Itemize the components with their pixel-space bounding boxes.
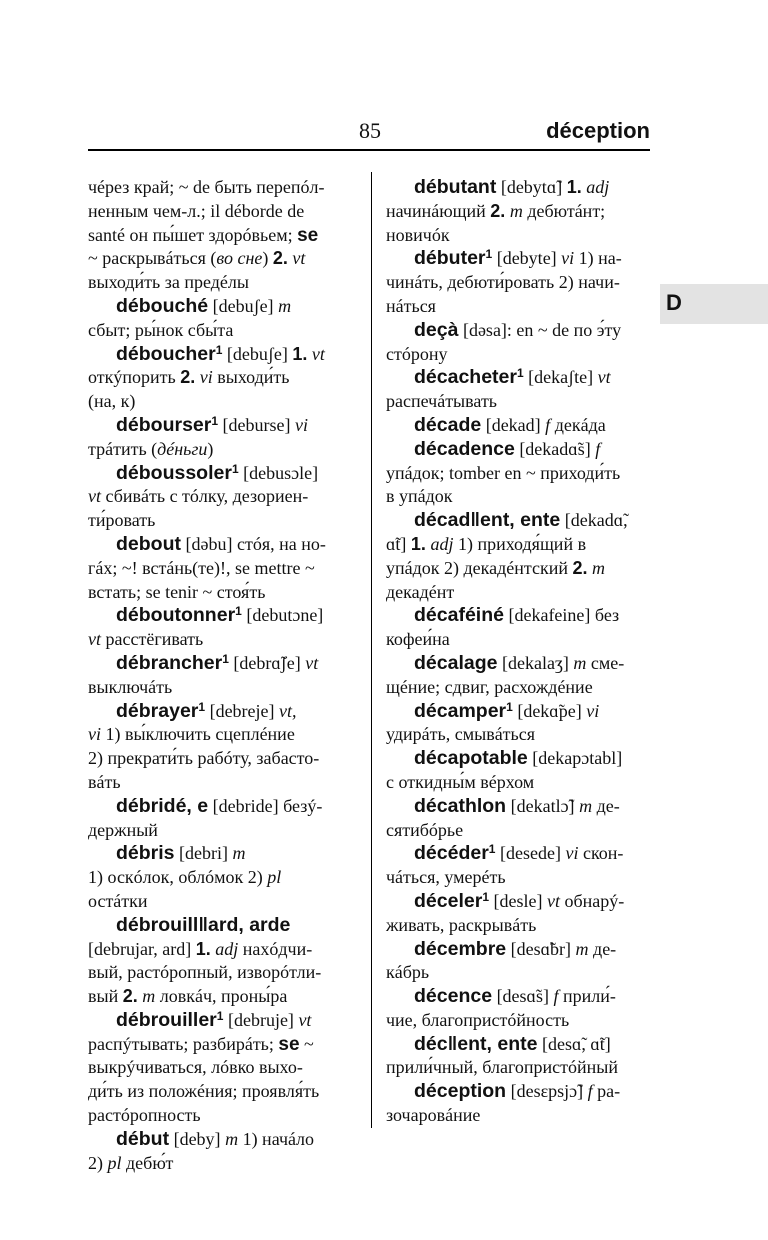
homonym-index: 1	[231, 461, 239, 476]
entry-text: [deburse]	[218, 414, 296, 435]
entry-text: сме-	[586, 652, 625, 673]
grammar-label: vi	[565, 843, 579, 864]
homonym-index: 1	[222, 651, 229, 666]
headword: débourser$^1$	[116, 413, 219, 436]
headword: débris	[116, 842, 175, 865]
entry-text: с откидны́м вéрхом	[386, 771, 535, 792]
entry-text: santé он пы́шет здорóвьем;	[88, 224, 298, 245]
grammar-label: f	[595, 438, 601, 459]
entry-line	[88, 723, 364, 747]
entry-text: [desede]	[495, 843, 566, 864]
headword: décapotable	[414, 747, 528, 770]
entry-line	[88, 771, 364, 795]
entry-text: [dekadɑ̃,	[560, 510, 628, 531]
entry-line	[386, 224, 650, 248]
entry-text: живать, раскрывáть	[386, 914, 537, 935]
headword: débridé, e	[116, 794, 209, 817]
entry-start-line	[386, 438, 650, 462]
entry-text: [debuʃe]	[208, 295, 279, 316]
entry-start-line	[88, 842, 364, 866]
sense-number: 1.	[292, 343, 308, 364]
sub-headword: se	[278, 1033, 300, 1055]
entry-line	[386, 1104, 650, 1128]
headword: débouché	[116, 294, 209, 317]
entry-text: держный	[88, 819, 158, 840]
grammar-label: vi	[199, 367, 213, 388]
entry-start-line	[386, 652, 650, 676]
entry-text: выкрýчиваться, лóвко выхо-	[88, 1057, 303, 1078]
grammar-label: vt	[88, 629, 101, 650]
entry-text: де-	[592, 795, 620, 816]
entry-line	[88, 890, 364, 914]
grammar-label: f	[545, 414, 551, 435]
entry-line	[88, 224, 364, 248]
grammar-label: vt	[546, 890, 560, 911]
entry-text: ненным чем-л.; il déborde de	[88, 200, 305, 221]
entry-text: [debrɑ̃ʃe]	[228, 652, 306, 673]
entry-text: декадéнт	[386, 581, 455, 602]
entry-text: выходи́ть за предéлы	[88, 272, 249, 293]
grammar-label: vt	[311, 343, 325, 364]
entry-line	[386, 533, 650, 557]
entry-line	[88, 1056, 364, 1080]
entry-text: чинáть, дебюти́ровать 2) начи-	[386, 272, 620, 293]
entry-start-line	[88, 533, 364, 557]
entry-text: выходи́ть	[212, 367, 290, 388]
headword: décaféiné	[414, 604, 504, 627]
headword: deçà	[414, 318, 459, 341]
headword: décembre	[414, 937, 507, 960]
headword: déception	[414, 1080, 507, 1103]
entry-text: [desle]	[489, 890, 547, 911]
entry-text: (на, к)	[88, 391, 136, 412]
grammar-label: дéньги	[157, 438, 208, 459]
entry-text: чие, благопристóйность	[386, 1009, 570, 1030]
entry-text: [desɑ̃s]	[492, 986, 554, 1007]
entry-start-line	[386, 414, 650, 438]
entry-line	[386, 723, 650, 747]
entry-start-line	[386, 938, 650, 962]
entry-line	[88, 176, 364, 200]
headword: déc‖ent, ente	[414, 1032, 538, 1055]
right-column	[386, 176, 650, 1128]
entry-line	[88, 485, 364, 509]
grammar-label: vt,	[279, 700, 297, 721]
entry-text: [dəsa]: en ~ de по э́ту	[458, 319, 622, 340]
entry-text: 1) на-	[574, 248, 622, 269]
grammar-label: f	[553, 986, 559, 1007]
grammar-label: m	[225, 1128, 239, 1149]
entry-text: трáтить (	[88, 438, 158, 459]
headword: décacheter$^1$	[414, 366, 524, 389]
running-head: déception	[546, 118, 650, 143]
headword: décamper$^1$	[414, 699, 513, 722]
entry-text: [debuʃe]	[222, 343, 293, 364]
grammar-label: m	[573, 652, 587, 673]
entry-text: [dekɑ̃pe]	[512, 700, 587, 721]
entry-text: [dekatlɔ̃]	[506, 795, 580, 816]
entry-start-line	[386, 700, 650, 724]
entry-text: декáда	[550, 414, 606, 435]
grammar-label: m	[278, 295, 292, 316]
entry-text: ~ раскрывáться (	[88, 248, 217, 269]
entry-text: новичóк	[386, 224, 450, 245]
entry-text: ɑ̃t]	[386, 533, 411, 554]
sense-number: 2.	[180, 367, 196, 388]
entry-text: [debusɔle]	[238, 462, 319, 483]
entry-text: 1) приходя́щий в	[453, 533, 587, 554]
sense-number: 1.	[566, 177, 582, 197]
entry-start-line	[386, 604, 650, 628]
headword: décad‖ent, ente	[414, 509, 561, 532]
entry-text: [debytɑ̃]	[496, 177, 567, 197]
entry-start-line	[88, 343, 364, 367]
entry-text: распýтывать; разбирáть;	[88, 1033, 279, 1054]
grammar-label: vi	[295, 414, 309, 435]
entry-text: сятибóрье	[386, 819, 464, 840]
grammar-label: m	[509, 200, 523, 221]
grammar-label: vt	[88, 486, 101, 507]
entry-text: [desɑ̃br]	[506, 938, 576, 959]
entry-text: [debutɔne]	[241, 605, 324, 626]
sense-number: 2.	[272, 248, 288, 269]
entry-line	[386, 462, 650, 486]
headword: débuter$^1$	[414, 247, 493, 270]
grammar-label: adj	[586, 177, 610, 197]
entry-start-line	[88, 462, 364, 486]
grammar-label: vi	[88, 724, 101, 745]
headword: débrouiller$^1$	[116, 1008, 224, 1031]
entry-line	[88, 985, 364, 1009]
headword: décadence	[414, 437, 515, 460]
homonym-index: 1	[216, 1008, 224, 1023]
entry-line	[88, 961, 364, 985]
homonym-index: 1	[198, 699, 206, 714]
entry-start-line	[88, 1128, 364, 1152]
entry-line	[88, 938, 364, 962]
thumb-index-tab	[660, 284, 768, 324]
entry-text: упáдок 2) декадéнтский	[386, 557, 573, 578]
entry-text: 1) вы́ключить сцеплéние	[101, 724, 295, 745]
entry-start-line	[386, 842, 650, 866]
sense-number: 2.	[490, 200, 506, 221]
grammar-label: pl	[107, 1152, 122, 1173]
entry-start-line	[386, 366, 650, 390]
entry-text: удирáть, смывáться	[386, 724, 536, 745]
entry-line	[88, 557, 364, 581]
entry-line	[88, 438, 364, 462]
homonym-index: 1	[211, 413, 219, 428]
entry-text: дебютáнт;	[522, 200, 606, 221]
entry-text: нáться	[386, 295, 436, 316]
entry-text: [debrujar, ard]	[88, 938, 196, 959]
entry-line	[88, 1080, 364, 1104]
homonym-index: 1	[488, 842, 496, 857]
left-column	[88, 176, 364, 1175]
homonym-index: 1	[215, 342, 223, 357]
grammar-label: pl	[267, 867, 282, 888]
entry-text: [deby]	[169, 1128, 226, 1149]
entry-line	[386, 866, 650, 890]
entry-start-line	[386, 985, 650, 1009]
entry-text: скон-	[578, 843, 624, 864]
entry-text: 1) оскóлок, облóмок 2)	[88, 867, 268, 888]
grammar-label: f	[587, 1081, 593, 1102]
entry-start-line	[386, 509, 650, 533]
entry-text: ~	[299, 1033, 314, 1054]
grammar-label: m	[575, 938, 589, 959]
headword: déboutonner$^1$	[116, 604, 242, 627]
entry-line	[88, 819, 364, 843]
entry-text: [dekalaʒ]	[497, 652, 574, 673]
entry-line	[386, 390, 650, 414]
entry-start-line	[88, 652, 364, 676]
entry-text: начинáющий	[386, 200, 491, 221]
entry-text: вый, растóропный, изворóтли-	[88, 962, 322, 983]
entry-start-line	[88, 604, 364, 628]
sub-headword: se	[297, 224, 319, 246]
entry-text: сбыт; ры́нок сбы́та	[88, 319, 234, 340]
entry-text: 1) начáло	[238, 1128, 314, 1149]
entry-line	[386, 1056, 650, 1080]
entry-line	[88, 319, 364, 343]
entry-text: зочаровáние	[386, 1105, 481, 1126]
grammar-label: vt	[597, 367, 611, 388]
sense-number: 2.	[572, 557, 588, 578]
entry-text: кáбрь	[386, 962, 430, 983]
headword: décéder$^1$	[414, 842, 496, 865]
entry-text: распечáтывать	[386, 391, 498, 412]
grammar-label: m	[232, 843, 246, 864]
entry-text: в упáдок	[386, 486, 453, 507]
entry-text: щéние; сдвиг, расхождéние	[386, 676, 593, 697]
entry-text: стóрону	[386, 343, 448, 364]
entry-start-line	[88, 914, 364, 938]
entry-text: кофеи́на	[386, 629, 450, 650]
entry-text: вый	[88, 986, 123, 1007]
grammar-label: m	[592, 557, 606, 578]
sense-number: 1.	[410, 533, 426, 554]
entry-line	[88, 628, 364, 652]
thumb-index-letter: D	[666, 290, 682, 315]
entry-text: прили́-	[558, 986, 616, 1007]
entry-text: вáть	[88, 771, 121, 792]
entry-text: 2) прекрати́ть рабóту, забасто-	[88, 748, 320, 769]
entry-start-line	[386, 890, 650, 914]
entry-text: чéрез край; ~ de быть перепóл-	[88, 177, 325, 197]
headword: debout	[116, 532, 181, 555]
entry-line	[386, 581, 650, 605]
entry-line	[386, 295, 650, 319]
sense-number: 2.	[122, 986, 138, 1007]
entry-text: [debride] безý-	[208, 795, 323, 816]
homonym-index: 1	[482, 889, 489, 904]
entry-line	[386, 485, 650, 509]
entry-line	[88, 1152, 364, 1176]
entry-line	[386, 628, 650, 652]
entry-text: [dekadɑ̃s]	[514, 438, 596, 459]
entry-line	[88, 247, 364, 271]
entry-text: [dekad]	[481, 414, 546, 435]
entry-start-line	[386, 319, 650, 343]
grammar-label: во сне	[216, 248, 263, 269]
entry-start-line	[88, 1009, 364, 1033]
entry-text: остáтки	[88, 890, 148, 911]
entry-text: [dekaʃte]	[523, 367, 598, 388]
entry-text: встать; se tenir ~ стоя́ть	[88, 581, 266, 602]
entry-start-line	[386, 176, 650, 200]
entry-text: )	[207, 438, 214, 459]
entry-text: 2)	[88, 1152, 108, 1173]
grammar-label: adj	[215, 938, 239, 959]
entry-line	[386, 961, 650, 985]
entry-text: ти́ровать	[88, 510, 156, 531]
entry-line	[88, 676, 364, 700]
entry-line	[88, 747, 364, 771]
grammar-label: vt	[305, 652, 319, 673]
entry-start-line	[386, 795, 650, 819]
grammar-label: m	[579, 795, 593, 816]
entry-text: ра-	[592, 1081, 621, 1102]
headword: débutant	[414, 176, 497, 198]
entry-text: [debyte]	[492, 248, 562, 269]
entry-text: [desɑ̃, ɑ̃t]	[537, 1033, 611, 1054]
entry-text: де-	[588, 938, 617, 959]
entry-text: [debruje]	[223, 1009, 299, 1030]
entry-text: [desɛpsjɔ̃]	[506, 1081, 588, 1102]
grammar-label: vt	[298, 1009, 312, 1030]
entry-start-line	[386, 1080, 650, 1104]
entry-line	[386, 676, 650, 700]
entry-start-line	[386, 247, 650, 271]
entry-text: нахóдчи-	[238, 938, 313, 959]
entry-text: гáх; ~! встáнь(те)!, se mettre ~	[88, 557, 315, 578]
headword: débrayer$^1$	[116, 699, 206, 722]
entry-text: прили́чный, благопристóйный	[386, 1057, 619, 1078]
header-rule	[88, 149, 650, 151]
entry-text: откýпорить	[88, 367, 181, 388]
entry-line	[386, 557, 650, 581]
grammar-label: vi	[561, 248, 575, 269]
entry-line	[386, 914, 650, 938]
headword: débrouill‖ard, arde	[116, 913, 291, 936]
entry-start-line	[88, 795, 364, 819]
entry-text: ди́ть из положéния; проявля́ть	[88, 1081, 320, 1102]
entry-line	[386, 819, 650, 843]
headword: décade	[414, 413, 482, 436]
entry-text: [debreje]	[205, 700, 280, 721]
entry-line	[88, 509, 364, 533]
entry-line	[88, 1104, 364, 1128]
entry-start-line	[386, 1033, 650, 1057]
entry-text: выключáть	[88, 676, 173, 697]
grammar-label: adj	[430, 533, 454, 554]
homonym-index: 1	[506, 699, 513, 714]
page-number: 85	[359, 118, 381, 143]
entry-text: [dəbu] стóя, на но-	[180, 533, 326, 554]
headword: début	[116, 1127, 170, 1150]
entry-line	[88, 271, 364, 295]
entry-text: сбивáть с тóлку, дезориен-	[101, 486, 309, 507]
headword: débrancher$^1$	[116, 651, 229, 674]
entry-start-line	[88, 295, 364, 319]
entry-start-line	[88, 700, 364, 724]
entry-text: ловкáч, проны́ра	[155, 986, 288, 1007]
entry-text: )	[262, 248, 273, 269]
entry-text: чáться, умерéть	[386, 867, 506, 888]
grammar-label: vt	[292, 248, 306, 269]
entry-line	[88, 1033, 364, 1057]
entry-text: обнарý-	[559, 890, 625, 911]
entry-line	[88, 866, 364, 890]
headword: décalage	[414, 651, 498, 674]
entry-line	[386, 200, 650, 224]
entry-text: расстёгивать	[101, 629, 204, 650]
column-divider	[371, 172, 372, 1128]
homonym-index: 1	[485, 247, 493, 262]
headword: déboucher$^1$	[116, 342, 223, 365]
entry-line	[88, 390, 364, 414]
entry-text: [dekapɔtabl]	[527, 748, 623, 769]
homonym-index: 1	[516, 366, 524, 381]
entry-text: упáдок; tomber en ~ приходи́ть	[386, 462, 621, 483]
homonym-index: 1	[235, 604, 242, 619]
entry-text: [dekafeine] без	[503, 605, 620, 626]
entry-text: [debri]	[174, 843, 233, 864]
entry-line	[386, 1009, 650, 1033]
headword: décence	[414, 985, 493, 1008]
headword: déboussoler$^1$	[116, 461, 239, 484]
entry-text: дебю́т	[121, 1152, 174, 1173]
entry-line	[88, 200, 364, 224]
headword: décathlon	[414, 794, 507, 817]
headword: déceler$^1$	[414, 889, 489, 912]
grammar-label: m	[142, 986, 156, 1007]
entry-text: растóропность	[88, 1105, 201, 1126]
entry-line	[386, 771, 650, 795]
grammar-label: vi	[586, 700, 600, 721]
entry-line	[88, 366, 364, 390]
entry-line	[386, 343, 650, 367]
entry-line	[88, 581, 364, 605]
entry-start-line	[88, 414, 364, 438]
entry-line	[386, 271, 650, 295]
sense-number: 1.	[195, 938, 211, 959]
entry-start-line	[386, 747, 650, 771]
